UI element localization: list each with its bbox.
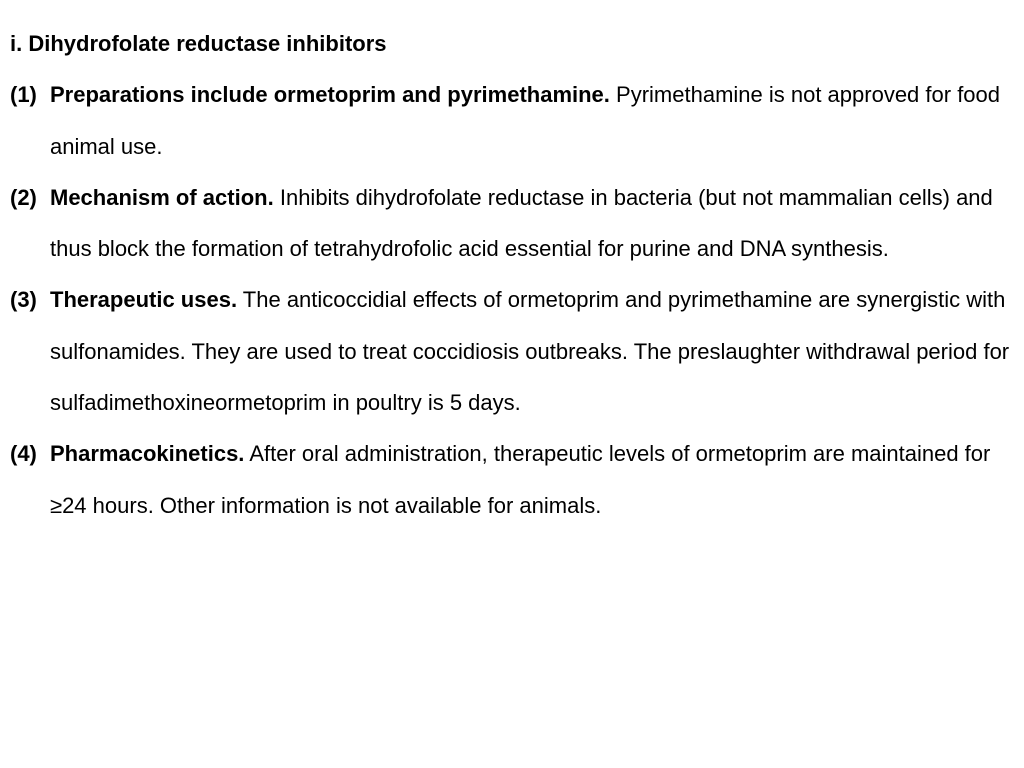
list-item-therapeutic-uses: [10, 274, 1010, 428]
item-content: [50, 428, 1010, 531]
slide-content: [10, 18, 1010, 531]
item-text: Inhibits dihydrofolate reductase in bacteria (but not mammalian cells) and thus block the formation of tetrahydrofolic acid essential for purine and DNA synthesis.: [50, 184, 993, 262]
item-number: (4): [10, 441, 37, 467]
item-lead: Therapeutic uses.: [50, 287, 238, 313]
item-content: [50, 172, 1010, 275]
list-item-mechanism: [10, 172, 1010, 275]
item-number: (1): [10, 82, 37, 108]
item-content: [50, 274, 1010, 428]
item-lead: Preparations include ormetoprim and pyrimethamine.: [50, 82, 610, 108]
item-text: After oral administration, therapeutic levels of ormetoprim are maintained for ≥24 hours. Other information is not available for animals.: [50, 441, 991, 518]
section-heading: i. Dihydrofolate reductase inhibitors: [10, 31, 387, 56]
item-content: [50, 69, 1010, 172]
item-number: (3): [10, 287, 37, 313]
item-lead: Mechanism of action.: [50, 184, 274, 210]
item-lead: Pharmacokinetics.: [50, 441, 245, 467]
list-item-pharmacokinetics: [10, 428, 1010, 531]
item-text: Pyrimethamine is not approved for food animal use.: [50, 82, 1001, 159]
item-number: (2): [10, 184, 37, 210]
item-text: The anticoccidial effects of ormetoprim and pyrimethamine are synergistic with sulfonamides. They are used to treat coccidiosis outbreaks. The preslaughter withdrawal period for sulfadimethoxineormetoprim in poultry is 5 days.: [50, 287, 1010, 416]
list-item-preparations: [10, 69, 1010, 172]
